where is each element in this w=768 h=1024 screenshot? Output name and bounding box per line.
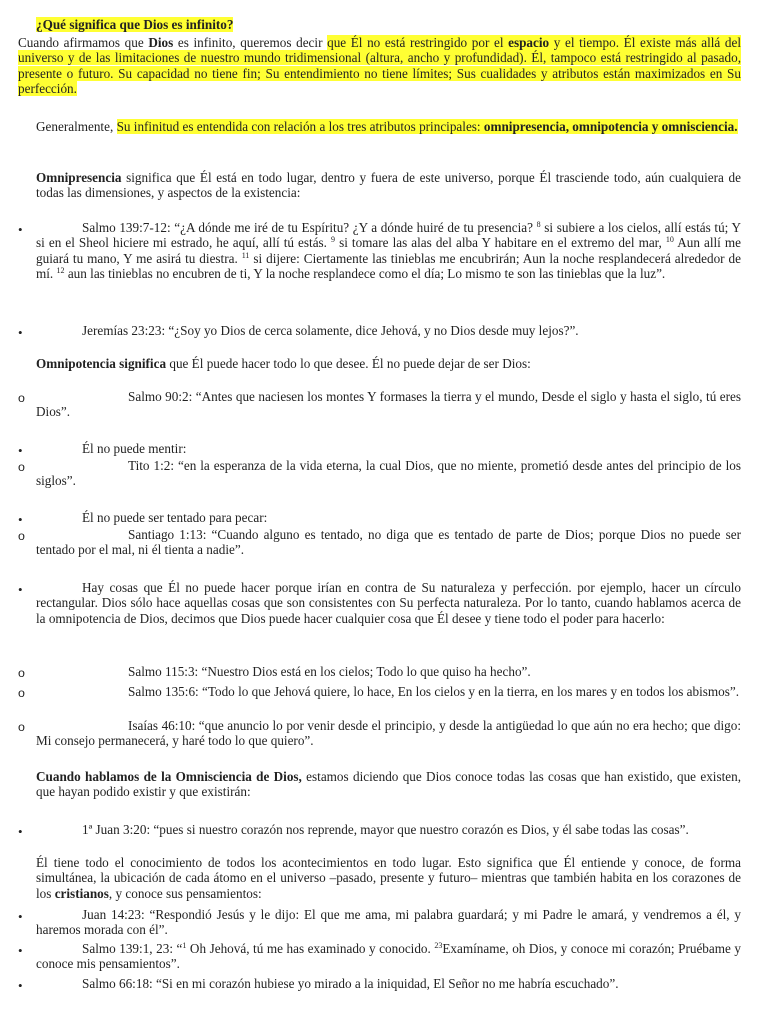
document-title	[36, 17, 336, 32]
isaias-verse: Isaías 46:10: “que anuncio lo por venir desde el principio, y desde la antigüedad lo que aún no era hecho; que digo: Mi consejo permanecerá, y haré todo lo que quiero”.	[36, 718, 741, 749]
bullet-dot: •	[18, 325, 23, 340]
bullet-circle: o	[18, 686, 25, 700]
salmo-90-verse: Salmo 90:2: “Antes que naciesen los montes Y formases la tierra y el mundo, Desde el siglo y hasta el siglo, tú eres Dios”.	[36, 389, 741, 420]
bullet-dot: •	[18, 824, 23, 839]
bullet-circle: o	[18, 720, 25, 734]
omnisciencia-paragraph: Cuando hablamos de la Omnisciencia de Dios, estamos diciendo que Dios conoce todas las cosas que han existido, que existen, que hayan podido existir y que existirán:	[36, 769, 741, 800]
bullet-circle: o	[18, 666, 25, 680]
salmo-139-verse: Salmo 139:7-12: “¿A dónde me iré de tu Espíritu? ¿Y a dónde huiré de tu presencia? $^8$ si subiere a los cielos, allí estás tú; Y si en el Sheol hiciere mi estrado, he aquí, allí tú estás. $^9$ si tomare las alas del alba Y habitare en el extremo del mar, $^{10}$ Aun allí me guiará tu mano, Y me asirá tu diestra. $^{11}$ si dijere: Ciertamente las tinieblas me encubrirán; Aun la noche resplandecerá alrededor de mí. $^{12}$ aun las tinieblas no encubren de ti, Y la noche resplandece como el día; Lo mismo te son las tinieblas que la luz”.	[36, 220, 741, 282]
title-text: ¿Qué significa que Dios es infinito?	[36, 17, 234, 32]
no-mentir-line: Él no puede mentir:	[82, 441, 187, 456]
omnipresencia-paragraph: Omnipresencia significa que Él está en todo lugar, dentro y fuera de este universo, porque Él trasciende todo, aún cualquiera de todas las dimensiones, y aspectos de la existencia:	[36, 170, 741, 201]
omnipotencia-paragraph: Omnipotencia significa que Él puede hacer todo lo que desee. Él no puede dejar de ser Dios:	[36, 356, 531, 371]
juan-14-verse: Juan 14:23: “Respondió Jesús y le dijo: El que me ama, mi palabra guardará; y mi Padre le amará, y vendremos a él, y haremos morada con él”.	[36, 907, 741, 938]
salmo-66-verse: Salmo 66:18: “Si en mi corazón hubiese yo mirado a la iniquidad, El Señor no me habría escuchado”.	[82, 976, 619, 991]
salmo-135-verse: Salmo 135:6: “Todo lo que Jehová quiere, lo hace, En los cielos y en la tierra, en los mares y en todos los abismos”.	[128, 684, 740, 699]
cosas-paragraph: Hay cosas que Él no puede hacer porque irían en contra de Su naturaleza y perfección. por ejemplo, hacer un círculo rectangular. Dios sólo hace aquellas cosas que son consistentes con Su perfecta naturaleza. Por lo tanto, cuando hablamos acerca de la omnipotencia de Dios, decimos que Dios puede hacer cualquier cosa que Él desee y tiene todo el poder para hacerlo:	[36, 580, 741, 626]
juan-1-verse: 1ª Juan 3:20: “pues si nuestro corazón nos reprende, mayor que nuestro corazón es Dios, y él sabe todas las cosas”.	[82, 822, 689, 837]
bullet-dot: •	[18, 978, 23, 993]
santiago-verse: Santiago 1:13: “Cuando alguno es tentado, no diga que es tentado de parte de Dios; porque Dios no puede ser tentado por el mal, ni él tienta a nadie”.	[36, 527, 741, 558]
conoce-paragraph: Él tiene todo el conocimiento de todos los acontecimientos en todo lugar. Esto significa que Él entiende y conoce, de forma simultánea, la ubicación de cada átomo en el universo –pasado, presente y futuro– mientras que también habita en los corazones de los cristianos, y conoce sus pensamientos:	[36, 855, 741, 901]
bullet-dot: •	[18, 222, 23, 237]
bullet-dot: •	[18, 582, 23, 597]
bullet-circle: o	[18, 460, 25, 474]
no-tentado-line: Él no puede ser tentado para pecar:	[82, 510, 268, 525]
intro-paragraph: Cuando afirmamos que Dios es infinito, queremos decir que Él no está restringido por el espacio y el tiempo. Él existe más allá del universo y de las limitaciones de nuestro mundo tridimensional (altura, ancho y profundidad). Él, tampoco está restringido al pasado, presente o futuro. Su capacidad no tiene fin; Su entendimiento no tiene límites; Sus cualidades y atributos están maximizados en Su perfección.	[18, 35, 741, 97]
jeremias-verse: Jeremías 23:23: “¿Soy yo Dios de cerca solamente, dice Jehová, y no Dios desde muy lejos?”.	[82, 323, 579, 338]
salmo-115-verse: Salmo 115:3: “Nuestro Dios está en los cielos; Todo lo que quiso ha hecho”.	[128, 664, 531, 679]
bullet-dot: •	[18, 443, 23, 458]
general-paragraph: Generalmente, Su infinitud es entendida con relación a los tres atributos principales: omnipresencia, omnipotencia y omnisciencia.	[36, 119, 738, 134]
bullet-circle: o	[18, 391, 25, 405]
bullet-dot: •	[18, 943, 23, 958]
bullet-dot: •	[18, 909, 23, 924]
salmo-139-23-verse: Salmo 139:1, 23: “$^1$ Oh Jehová, tú me has examinado y conocido. $^{23}$Examíname, oh Dios, y conoce mi corazón; Pruébame y conoce mis pensamientos”.	[36, 941, 741, 972]
tito-verse: Tito 1:2: “en la esperanza de la vida eterna, la cual Dios, que no miente, prometió desde antes del principio de los siglos”.	[36, 458, 741, 489]
bullet-circle: o	[18, 529, 25, 543]
bullet-dot: •	[18, 512, 23, 527]
